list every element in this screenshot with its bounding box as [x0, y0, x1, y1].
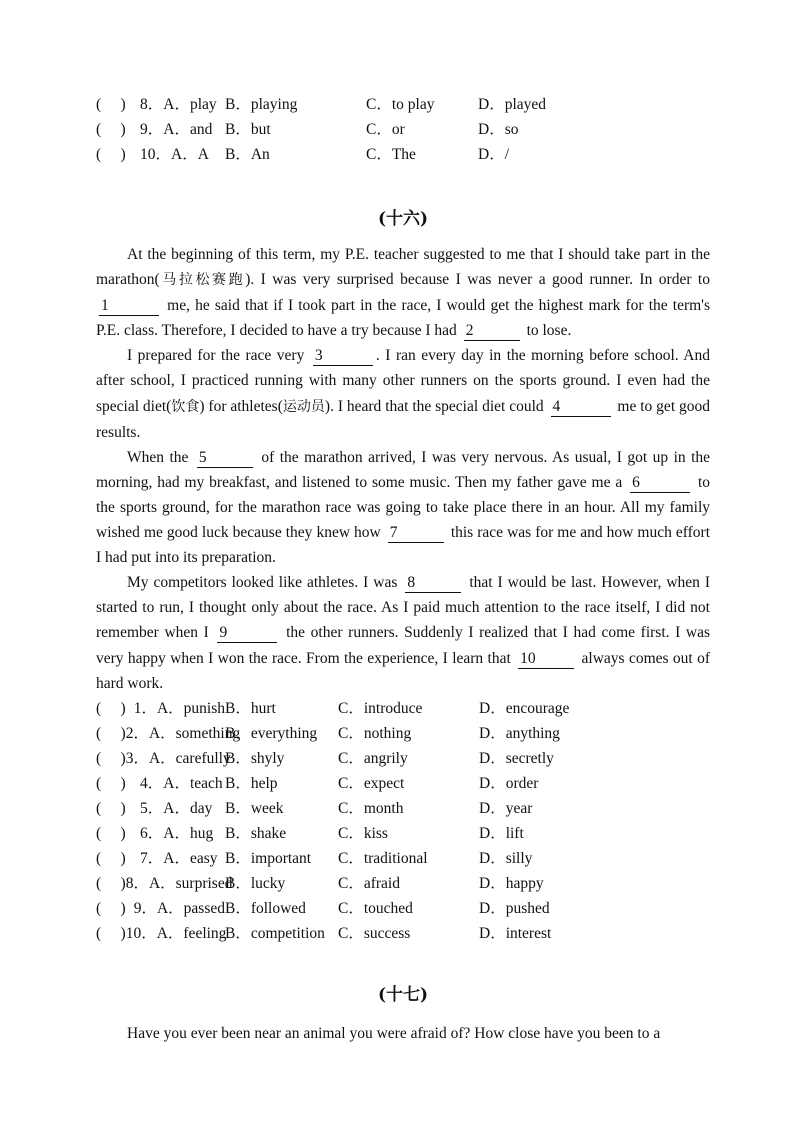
question-row — [96, 896, 710, 921]
passage-text: the other runners. Suddenly I realized that I had come first. I was very happy when I won the race. From the experience, I learn that — [96, 624, 711, 667]
option-b: B．playing — [225, 96, 298, 113]
option-a: 6．A．hug — [140, 824, 214, 842]
question-row — [96, 117, 710, 142]
question-row — [96, 846, 710, 871]
option-c: C．The — [366, 146, 416, 163]
option-d: D．interest — [479, 924, 552, 942]
passage-text: that I would be last. However, when I started to run, I thought only about the race. As I paid much attention to the race itself, I did not remember when I — [96, 574, 711, 642]
option-d: D．/ — [478, 146, 510, 163]
answer-bracket[interactable]: ( ) — [96, 849, 126, 867]
passage-text: My competitors looked like athletes. I was — [127, 574, 398, 592]
option-c: C．touched — [338, 899, 413, 917]
question-row — [96, 696, 710, 721]
answer-bracket[interactable]: ( ) — [96, 874, 126, 892]
option-b: B．An — [225, 146, 270, 163]
answer-bracket[interactable]: ( ) — [96, 96, 126, 113]
option-c: C．angrily — [338, 749, 408, 767]
answer-blank[interactable]: 9 — [217, 624, 277, 643]
option-c: C．nothing — [338, 724, 412, 742]
answer-bracket[interactable]: ( ) — [96, 699, 126, 717]
answer-bracket[interactable]: ( ) — [96, 924, 126, 942]
option-d: D．anything — [479, 724, 560, 742]
option-d: D．encourage — [479, 699, 570, 717]
option-c: C．or — [366, 121, 405, 138]
passage-text: ). I was very surprised because I was never a good runner. In order to — [245, 271, 710, 289]
option-a: 9．A．passed — [133, 899, 225, 917]
question-row — [96, 92, 710, 117]
passage-text: always comes out of hard work. — [96, 649, 711, 692]
answer-blank[interactable]: 10 — [518, 650, 574, 669]
passage-paragraph — [96, 242, 710, 343]
answer-blank[interactable]: 2 — [464, 322, 520, 341]
option-a: 8．A．play — [140, 96, 217, 113]
question-row — [96, 142, 710, 167]
option-a: 7．A．easy — [140, 849, 218, 867]
question-row — [96, 821, 710, 846]
option-d: D．silly — [479, 849, 533, 867]
passage-paragraph — [96, 343, 710, 444]
option-b: B．followed — [225, 899, 306, 917]
section-title: (十六) — [377, 209, 429, 229]
chinese-gloss: 马拉松赛跑 — [159, 272, 246, 289]
question-row — [96, 721, 710, 746]
option-c: C．introduce — [338, 699, 423, 717]
answer-blank[interactable]: 7 — [388, 524, 444, 543]
option-b: B．important — [225, 849, 312, 867]
passage-paragraph — [96, 570, 710, 695]
option-c: C．afraid — [338, 874, 400, 892]
answer-blank[interactable]: 8 — [405, 574, 461, 593]
question-row — [96, 771, 710, 796]
passage-text: At the beginning of this term, my P.E. teacher suggested to me that I should take part in the marathon( — [96, 246, 710, 289]
option-a: 10．A．feeling — [125, 924, 227, 942]
answer-bracket[interactable]: ( ) — [96, 899, 126, 917]
passage-text: ). I heard that the special diet could — [324, 397, 544, 415]
option-a: 2．A．something — [125, 724, 241, 742]
passage-text: me, he said that if I took part in the race, I would get the highest mark for the term's P.E. class. Therefore, I decided to have a try because I had — [96, 297, 710, 340]
answer-blank[interactable]: 5 — [197, 449, 253, 468]
section-title: (十七) — [377, 984, 429, 1005]
question-row — [96, 796, 710, 821]
option-a: 1．A．punish — [133, 699, 225, 717]
option-d: D．happy — [479, 874, 544, 892]
option-b: B．week — [225, 799, 284, 817]
passage-text: I prepared for the race very — [127, 347, 305, 365]
option-d: D．secretly — [479, 749, 554, 767]
answer-bracket[interactable]: ( ) — [96, 799, 126, 817]
option-a: 10．A．A — [140, 146, 209, 163]
answer-bracket[interactable]: ( ) — [96, 146, 126, 163]
passage-text: ) for athletes( — [199, 397, 283, 415]
option-c: C．kiss — [338, 824, 388, 842]
option-d: D．year — [479, 799, 533, 817]
option-b: B．shake — [225, 824, 287, 842]
passage-text: . I ran every day in the morning before school. And after school, I practiced running with many other runners on the sports ground. I even had the special diet( — [96, 347, 710, 415]
option-b: B．help — [225, 774, 278, 792]
option-a: 4．A．teach — [140, 774, 223, 792]
page — [96, 92, 710, 1046]
option-a: 3．A．carefully — [125, 749, 231, 767]
option-d: D．order — [479, 774, 539, 792]
answer-blank[interactable]: 4 — [551, 398, 611, 417]
option-b: B．but — [225, 121, 271, 138]
option-d: D．pushed — [479, 899, 550, 917]
answer-bracket[interactable]: ( ) — [96, 824, 126, 842]
answer-blank[interactable]: 6 — [630, 474, 690, 493]
option-b: B．shyly — [225, 749, 285, 767]
passage-text: When the — [127, 448, 189, 466]
chinese-gloss: 运动员 — [282, 398, 325, 415]
option-d: D．so — [478, 121, 519, 138]
option-c: C．success — [338, 924, 411, 942]
option-c: C．traditional — [338, 849, 428, 867]
question-row — [96, 746, 710, 771]
option-b: B．lucky — [225, 874, 286, 892]
option-d: D．played — [478, 96, 547, 113]
passage-paragraph — [96, 445, 710, 570]
option-b: B．competition — [225, 924, 325, 942]
answer-bracket[interactable]: ( ) — [96, 774, 126, 792]
answer-blank[interactable]: 3 — [313, 347, 373, 366]
option-a: 8．A．surprised — [125, 874, 233, 892]
option-c: C．month — [338, 799, 404, 817]
question-list — [96, 92, 710, 167]
option-d: D．lift — [479, 824, 524, 842]
answer-bracket[interactable]: ( ) — [96, 121, 126, 138]
passage-text: me to get good results. — [96, 397, 711, 441]
chinese-gloss: 饮食 — [171, 398, 200, 415]
answer-bracket[interactable]: ( ) — [96, 749, 126, 767]
passage-text: to the sports ground, for the marathon race was going to take place there in an hour. All my family wished me good luck because they knew how — [96, 473, 711, 542]
question-row — [96, 921, 710, 946]
option-a: 9．A．and — [140, 121, 213, 138]
option-b: B．hurt — [225, 699, 276, 717]
passage-text: to lose. — [526, 322, 572, 340]
answer-bracket[interactable]: ( ) — [96, 724, 126, 742]
answer-blank[interactable]: 1 — [99, 297, 159, 316]
question-list — [96, 696, 710, 946]
option-a: 5．A．day — [140, 799, 213, 817]
passage-text: of the marathon arrived, I was very nervous. As usual, I got up in the morning, had my breakfast, and listened to some music. Then my father gave me a — [96, 448, 711, 491]
option-b: B．everything — [225, 724, 318, 742]
option-c: C．expect — [338, 774, 405, 792]
passage-paragraph: Have you ever been near an animal you were afraid of? How close have you been to a — [127, 1024, 661, 1042]
option-c: C．to play — [366, 96, 435, 113]
passage-text: this race was for me and how much effort I had put into its preparation. — [96, 524, 711, 567]
question-row — [96, 871, 710, 896]
